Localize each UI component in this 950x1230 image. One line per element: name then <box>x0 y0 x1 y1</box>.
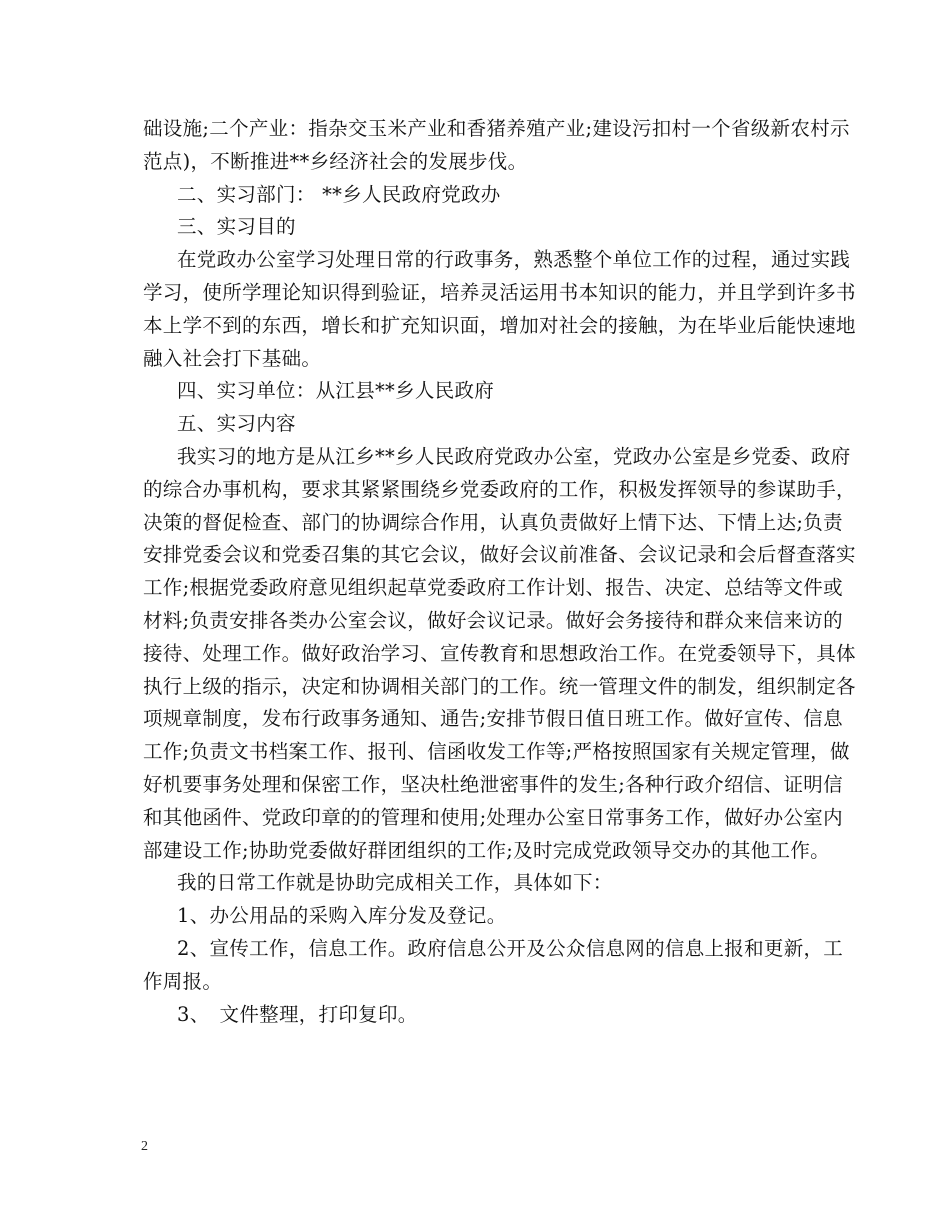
list-item: 1、办公用品的采购入库分发及登记。 <box>177 904 507 928</box>
text-line: 融入社会打下基础。 <box>143 346 322 370</box>
text-line: 部建设工作;协助党委做好群团组织的工作;及时完成党政领导交办的其他工作。 <box>143 838 830 862</box>
text-line: 好机要事务处理和保密工作，坚决杜绝泄密事件的发生;各种行政介绍信、证明信 <box>143 772 843 796</box>
text-line: 的综合办事机构，要求其紧紧围绕乡党委政府的工作，积极发挥领导的参谋助手， <box>143 477 856 501</box>
text-line: 学习，使所学理论知识得到验证，培养灵活运用书本知识的能力，并且学到许多书 <box>143 280 856 304</box>
text-line: 和其他函件、党政印章的的管理和使用;处理办公室日常事务工作，做好办公室内 <box>143 805 843 829</box>
text-line: 执行上级的指示，决定和协调相关部门的工作。统一管理文件的制发，组织制定各 <box>143 674 856 698</box>
text-line: 作周报。 <box>143 969 223 993</box>
section-heading: 二、实习部门： **乡人民政府党政办 <box>177 182 501 206</box>
text-line: 接待、处理工作。做好政治学习、宣传教育和思想政治工作。在党委领导下，具体 <box>143 641 856 665</box>
text-line: 安排党委会议和党委召集的其它会议，做好会议前准备、会议记录和会后督查落实 <box>143 543 856 567</box>
list-item: 2、宣传工作，信息工作。政府信息公开及公众信息网的信息上报和更新，工 <box>177 936 844 960</box>
paragraph-start: 我的日常工作就是协助完成相关工作，具体如下： <box>177 871 613 895</box>
paragraph-start: 在党政办公室学习处理日常的行政事务，熟悉整个单位工作的过程，通过实践 <box>177 248 851 272</box>
section-heading: 四、实习单位：从江县**乡人民政府 <box>177 379 495 403</box>
text-line: 范点)，不断推进**乡经济社会的发展步伐。 <box>143 149 528 173</box>
paragraph-start: 我实习的地方是从江乡**乡人民政府党政办公室，党政办公室是乡党委、政府 <box>177 444 851 468</box>
page-number: 2 <box>141 1139 148 1154</box>
text-line: 础设施;二个产业：指杂交玉米产业和香猪养殖产业;建设污扣村一个省级新农村示 <box>143 117 850 140</box>
text-line: 项规章制度，发布行政事务通知、通告;安排节假日值日班工作。做好宣传、信息 <box>143 707 843 731</box>
text-line: 决策的督促检查、部门的协调综合作用，认真负责做好上情下达、下情上达;负责 <box>143 510 843 534</box>
text-line: 本上学不到的东西，增长和扩充知识面，增加对社会的接触，为在毕业后能快速地 <box>143 313 856 337</box>
section-heading: 五、实习内容 <box>177 412 296 436</box>
document-page <box>143 113 856 1031</box>
section-heading: 三、实习目的 <box>177 215 296 239</box>
list-item: 3、 文件整理，打印复印。 <box>177 1002 418 1026</box>
text-line: 工作;根据党委政府意见组织起草党委政府工作计划、报告、决定、总结等文件或 <box>143 576 843 600</box>
text-line: 材料;负责安排各类办公室会议，做好会议记录。做好会务接待和群众来信来访的 <box>143 608 843 632</box>
text-line: 工作;负责文书档案工作、报刊、信函收发工作等;严格按照国家有关规定管理，做 <box>143 740 850 764</box>
